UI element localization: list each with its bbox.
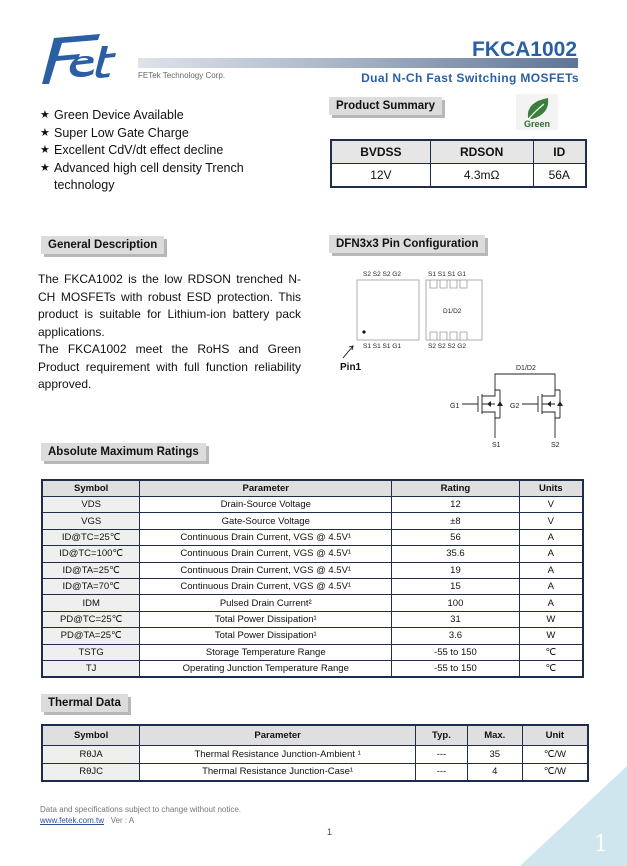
table-row: [42, 611, 583, 627]
g2-label: G2: [510, 403, 520, 410]
column-header: BVDSS: [331, 140, 430, 164]
symbol-cell: ID@TC=100℃: [42, 546, 140, 562]
table-row: [331, 164, 586, 188]
table-cell: Drain-Source Voltage: [140, 497, 392, 513]
star-icon: ★: [40, 144, 50, 156]
pin1-dot: [362, 330, 365, 333]
table-cell: ℃: [519, 644, 583, 660]
table-row: [42, 644, 583, 660]
table-cell: 4: [467, 763, 522, 781]
table-cell: 19: [392, 562, 519, 578]
table-cell: Continuous Drain Current, VGS @ 4.5V¹: [140, 529, 392, 545]
table-row: [42, 628, 583, 644]
table-cell: A: [519, 529, 583, 545]
table-row: [42, 497, 583, 513]
disclaimer: Data and specifications subject to change without notice.: [40, 805, 242, 814]
table-cell: V: [519, 497, 583, 513]
symbol-cell: TSTG: [42, 644, 140, 660]
s1-label: S1: [492, 442, 501, 449]
circuit-schematic: [440, 360, 590, 455]
absolute-max-table: [41, 479, 584, 678]
g1-label: G1: [450, 403, 460, 410]
symbol-cell: ID@TA=70℃: [42, 578, 140, 594]
table-cell: Operating Junction Temperature Range: [140, 660, 392, 677]
feature-item: ★ Super Low Gate Charge: [40, 125, 290, 143]
pin-label-bottom-right: S2 S2 S2 G2: [428, 343, 466, 350]
table-cell: Continuous Drain Current, VGS @ 4.5V¹: [140, 578, 392, 594]
feature-item: ★ Green Device Available: [40, 107, 290, 125]
table-cell: Thermal Resistance Junction-Ambient ¹: [140, 746, 416, 764]
table-cell: -55 to 150: [392, 660, 519, 677]
pin-label-top-right: S1 S1 S1 G1: [428, 271, 466, 278]
column-header: Parameter: [140, 480, 392, 497]
column-header: Rating: [392, 480, 519, 497]
table-cell: 56A: [533, 164, 586, 188]
thermal-table: [41, 724, 589, 782]
table-cell: Thermal Resistance Junction-Case¹: [140, 763, 416, 781]
absolute-max-heading: Absolute Maximum Ratings: [41, 443, 206, 461]
feature-item: ★ Excellent CdV/dt effect decline: [40, 142, 290, 160]
product-subtitle: Dual N-Ch Fast Switching MOSFETs: [361, 71, 579, 85]
table-cell: Continuous Drain Current, VGS @ 4.5V¹: [140, 562, 392, 578]
column-header: Max.: [467, 725, 522, 746]
feature-item: ★ Advanced high cell density Trench technology: [40, 160, 244, 192]
general-description-heading: General Description: [41, 236, 164, 254]
table-row: [42, 595, 583, 611]
page-corner-decoration: [520, 766, 627, 866]
symbol-cell: IDM: [42, 595, 140, 611]
column-header: Typ.: [416, 725, 468, 746]
general-description: [38, 271, 301, 394]
table-cell: W: [519, 611, 583, 627]
part-number: FKCA1002: [471, 38, 577, 61]
table-row: [42, 578, 583, 594]
column-header: RDSON: [430, 140, 533, 164]
column-header: Symbol: [42, 725, 140, 746]
symbol-cell: ID@TC=25℃: [42, 529, 140, 545]
table-cell: A: [519, 562, 583, 578]
table-cell: ℃/W: [522, 746, 588, 764]
table-cell: 35: [467, 746, 522, 764]
pin1-arrow: [343, 346, 353, 358]
table-cell: W: [519, 628, 583, 644]
version-label: Ver : A: [110, 816, 135, 825]
symbol-cell: RθJC: [42, 763, 140, 781]
table-cell: 3.6: [392, 628, 519, 644]
package-top-view: [357, 280, 419, 340]
company-name: FETek Technology Corp.: [138, 71, 226, 80]
column-header: Unit: [522, 725, 588, 746]
table-row: [42, 660, 583, 677]
table-row: [42, 529, 583, 545]
table-cell: A: [519, 595, 583, 611]
table-cell: V: [519, 513, 583, 529]
table-cell: Total Power Dissipation¹: [140, 611, 392, 627]
table-row: [42, 546, 583, 562]
symbol-cell: PD@TA=25℃: [42, 628, 140, 644]
table-cell: 12V: [331, 164, 430, 188]
footer-links: [40, 816, 134, 825]
symbol-cell: RθJA: [42, 746, 140, 764]
pin-config-heading: DFN3x3 Pin Configuration: [329, 235, 485, 253]
description-paragraph: The FKCA1002 meet the RoHS and Green Product requirement with full function reliability approved.: [38, 342, 301, 391]
website-link[interactable]: www.fetek.com.tw: [40, 816, 105, 825]
table-row: [42, 763, 588, 781]
pin1-label: Pin1: [340, 362, 362, 373]
product-summary-heading: Product Summary: [329, 97, 442, 115]
table-cell: A: [519, 546, 583, 562]
thermal-heading: Thermal Data: [41, 694, 128, 712]
table-cell: 4.3mΩ: [430, 164, 533, 188]
table-cell: 12: [392, 497, 519, 513]
table-cell: 31: [392, 611, 519, 627]
table-cell: Storage Temperature Range: [140, 644, 392, 660]
table-cell: ℃/W: [522, 763, 588, 781]
table-cell: A: [519, 578, 583, 594]
symbol-cell: ID@TA=25℃: [42, 562, 140, 578]
fet-logo: [40, 32, 140, 87]
table-cell: Gate-Source Voltage: [140, 513, 392, 529]
star-icon: ★: [40, 126, 50, 139]
table-cell: 15: [392, 578, 519, 594]
pin-label-top-left: S2 S2 S2 G2: [363, 271, 401, 278]
column-header: ID: [533, 140, 586, 164]
table-row: [42, 746, 588, 764]
pin-label-bottom-left: S1 S1 S1 G1: [363, 343, 401, 350]
thermal-body: [42, 746, 588, 782]
table-cell: 56: [392, 529, 519, 545]
symbol-cell: VGS: [42, 513, 140, 529]
drain-label: D1/D2: [516, 365, 536, 372]
column-header: Parameter: [140, 725, 416, 746]
table-row: [42, 562, 583, 578]
ratings-body: [42, 497, 583, 678]
table-cell: -55 to 150: [392, 644, 519, 660]
symbol-cell: PD@TC=25℃: [42, 611, 140, 627]
star-icon: ★: [40, 161, 50, 174]
table-cell: ---: [416, 746, 468, 764]
feature-list: [40, 107, 290, 195]
column-header: Symbol: [42, 480, 140, 497]
pad-label: D1/D2: [443, 308, 462, 315]
page-number: 1: [327, 827, 333, 837]
table-cell: ±8: [392, 513, 519, 529]
table-cell: Pulsed Drain Current²: [140, 595, 392, 611]
table-cell: Continuous Drain Current, VGS @ 4.5V¹: [140, 546, 392, 562]
table-cell: ---: [416, 763, 468, 781]
table-header-row: [331, 140, 586, 164]
corner-page-number: 1: [594, 832, 608, 857]
table-header-row: [42, 725, 588, 746]
s2-label: S2: [551, 442, 560, 449]
table-cell: ℃: [519, 660, 583, 677]
table-cell: Total Power Dissipation¹: [140, 628, 392, 644]
star-icon: ★: [40, 109, 50, 121]
product-summary-table: [330, 139, 587, 188]
symbol-cell: VDS: [42, 497, 140, 513]
table-row: [42, 513, 583, 529]
description-paragraph: The FKCA1002 is the low RDSON trenched N-CH MOSFETs with robust ESD protection. This product is suitable for Lithium-ion battery pack applications.: [38, 272, 301, 339]
table-cell: 35.6: [392, 546, 519, 562]
table-cell: 100: [392, 595, 519, 611]
symbol-cell: TJ: [42, 660, 140, 677]
green-label: Green: [523, 119, 550, 129]
column-header: Units: [519, 480, 583, 497]
table-header-row: [42, 480, 583, 497]
